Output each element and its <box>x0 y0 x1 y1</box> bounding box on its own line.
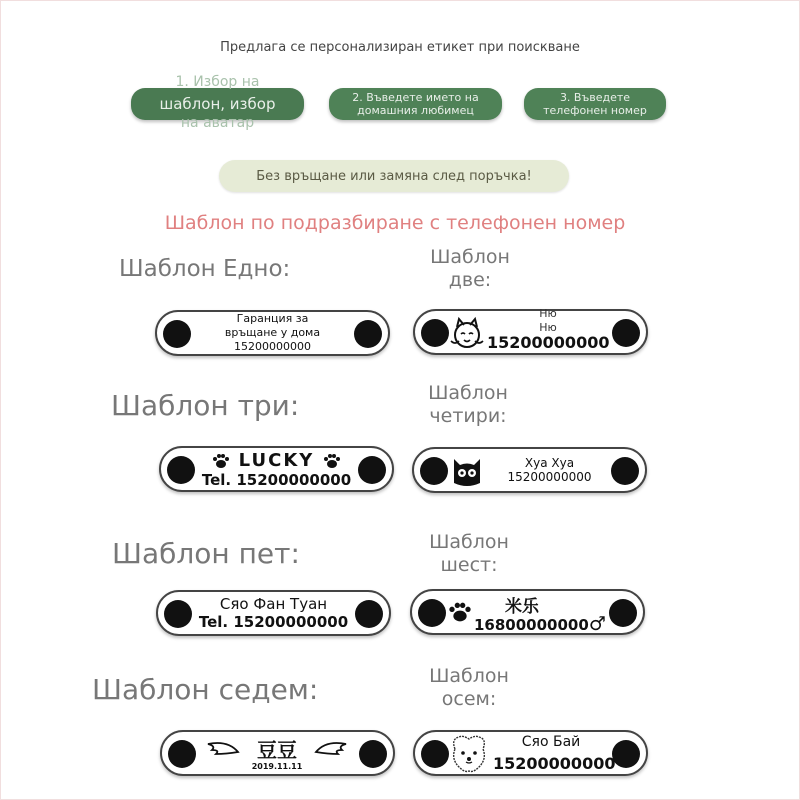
template-8-phone: 15200000000 <box>493 754 616 773</box>
paw-icon <box>212 453 230 469</box>
dog-icon <box>449 733 489 775</box>
template-3-label: Шаблон три: <box>111 389 300 422</box>
template-4-name: Хуа Хуа <box>524 456 575 470</box>
no-return-notice: Без връщане или замяна след поръчка! <box>219 160 569 192</box>
template-6-tag[interactable] <box>410 589 645 635</box>
template-7-name: 豆豆 <box>257 738 297 762</box>
template-2-label: Шаблон две: <box>430 246 510 291</box>
step-3-line2: телефонен номер <box>543 104 647 117</box>
template-2-name-line1: Ню <box>539 307 557 320</box>
template-1-label: Шаблон Едно: <box>119 256 291 282</box>
template-7-date: 2019.11.11 <box>251 762 303 771</box>
template-3-title: LUCKY <box>238 449 315 471</box>
wings-icon <box>204 740 240 762</box>
step-2-button[interactable] <box>329 88 502 120</box>
template-1-tag[interactable] <box>155 310 390 356</box>
step-1-line1: 1. Избор на <box>175 74 260 90</box>
tag-hole-left <box>420 457 448 485</box>
step-3-button[interactable] <box>524 88 666 120</box>
tag-hole-right <box>358 456 386 484</box>
section-title: Шаблон по подразбиране с телефонен номер <box>164 212 626 234</box>
tag-hole-right <box>354 320 382 348</box>
tag-hole-left <box>167 456 195 484</box>
template-5-name: Сяо Фан Туан <box>219 595 328 613</box>
template-3-tag[interactable] <box>159 446 394 492</box>
template-6-name: 米乐 <box>505 597 539 617</box>
tag-hole-left <box>421 319 449 347</box>
template-7-tag[interactable] <box>160 730 395 776</box>
template-5-label: Шаблон пет: <box>112 537 300 570</box>
tag-hole-right <box>611 457 639 485</box>
male-gender-icon: ♂ <box>588 613 606 635</box>
paw-icon <box>448 601 472 623</box>
tag-hole-right <box>612 740 640 768</box>
step-2-line2: домашния любимец <box>357 104 474 117</box>
template-1-line2: връщане у дома <box>224 326 321 339</box>
template-7-label: Шаблон седем: <box>92 673 319 706</box>
template-5-phone: Tel. 15200000000 <box>198 613 349 631</box>
step-1-line2: шаблон, избор <box>159 94 276 113</box>
lucky-cat-icon <box>449 315 485 351</box>
wings-icon <box>314 740 350 762</box>
tag-hole-left <box>418 599 446 627</box>
template-5-tag[interactable] <box>156 590 391 636</box>
template-8-label: Шаблон осем: <box>429 665 509 710</box>
tag-hole-right <box>359 740 387 768</box>
template-4-tag[interactable] <box>412 447 647 493</box>
tag-hole-right <box>609 599 637 627</box>
tag-hole-right <box>355 600 383 628</box>
template-3-phone: Tel. 15200000000 <box>201 470 352 489</box>
black-cat-icon <box>450 453 484 489</box>
template-8-tag[interactable] <box>413 730 648 776</box>
paw-icon <box>323 453 341 469</box>
tag-hole-left <box>421 740 449 768</box>
template-2-tag[interactable] <box>413 309 648 355</box>
step-3-line1: 3. Въведете <box>559 91 631 104</box>
template-4-label: Шаблон четири: <box>428 382 508 427</box>
step-1-line3: на аватар <box>180 115 255 131</box>
template-8-name: Сяо Бай <box>521 734 581 750</box>
template-1-line1: Гаранция за <box>236 312 309 325</box>
template-6-phone: 16800000000 <box>474 616 589 634</box>
template-1-line3: 15200000000 <box>234 340 311 353</box>
step-2-line1: 2. Въведете името на <box>352 91 479 104</box>
template-4-phone: 15200000000 <box>507 470 592 484</box>
step-1-button[interactable] <box>131 74 304 131</box>
template-2-name-line2: Ню <box>539 321 557 334</box>
template-2-phone: 15200000000 <box>487 333 610 352</box>
page-title: Предлага се персонализиран етикет при поискване <box>220 40 580 55</box>
template-6-label: Шаблон шест: <box>429 531 509 576</box>
tag-hole-right <box>612 319 640 347</box>
tag-hole-left <box>163 320 191 348</box>
tag-hole-left <box>168 740 196 768</box>
tag-hole-left <box>164 600 192 628</box>
